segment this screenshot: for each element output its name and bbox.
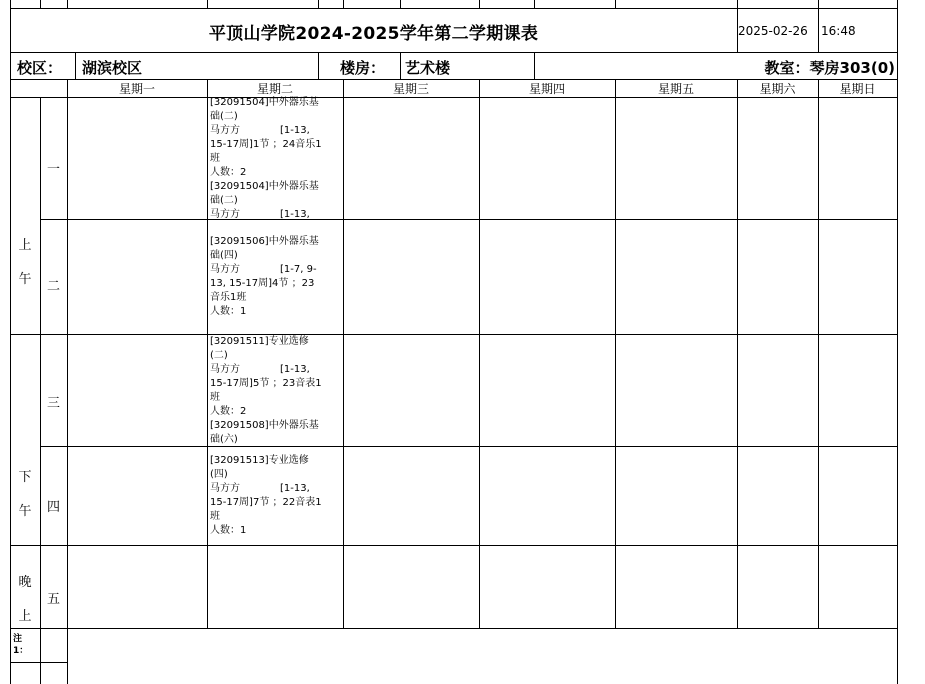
grid-line — [534, 52, 535, 79]
grid-line — [818, 8, 819, 52]
course-cell-slot2-tue: [32091506]中外器乐基 础(四) 马方方 [1-7, 9- 13, 15-17周]4节 ；23 音乐1班 人数：1 — [210, 236, 319, 317]
grid-line — [75, 52, 76, 79]
grid-line — [818, 79, 819, 628]
campus-value: 湖滨校区 — [82, 59, 143, 77]
course-cell-slot1-tue: [32091504]中外器乐基 础(二) 马方方 [1-13, 15-17周]1节 ；24音乐1 班 人数：2 [32091504]中外器乐基 础(二) 马方方 [1-13, — [210, 97, 322, 219]
grid-line — [207, 79, 208, 628]
grid-line — [400, 52, 401, 79]
grid-line — [40, 0, 41, 8]
grid-line — [479, 0, 480, 8]
afternoon-label-2: 午 — [18, 504, 32, 519]
grid-line — [318, 0, 319, 8]
day-header-mon: 星期一 — [118, 82, 155, 96]
classroom-value: 教室：琴房303(0) — [764, 59, 895, 77]
grid-line — [10, 52, 898, 53]
campus-label: 校区： — [17, 59, 63, 77]
grid-line — [10, 662, 67, 663]
grid-line — [615, 79, 616, 628]
day-header-sun: 星期日 — [839, 82, 876, 96]
morning-label-2: 午 — [18, 272, 32, 287]
grid-line — [40, 219, 898, 220]
grid-line — [343, 79, 344, 628]
day-header-sat: 星期六 — [759, 82, 796, 96]
slot-label-5: 五 — [46, 592, 60, 607]
grid-line — [67, 0, 68, 8]
slot-label-4: 四 — [46, 500, 60, 515]
building-value: 艺术楼 — [405, 59, 451, 77]
page-title: 平顶山学院2024-2025学年第二学期课表 — [208, 24, 539, 44]
evening-label-2: 上 — [18, 609, 32, 624]
grid-line — [737, 0, 738, 8]
grid-line — [10, 334, 898, 335]
grid-line — [318, 52, 319, 79]
grid-line — [67, 79, 68, 684]
day-header-wed: 星期三 — [392, 82, 429, 96]
building-label: 楼房： — [340, 59, 386, 77]
slot-label-1: 一 — [46, 162, 60, 177]
morning-label-1: 上 — [18, 238, 32, 253]
grid-line — [737, 79, 738, 628]
afternoon-label-1: 下 — [18, 470, 32, 485]
grid-line — [479, 79, 480, 628]
grid-line — [615, 0, 616, 8]
slot-label-3: 三 — [46, 396, 60, 411]
grid-line — [207, 0, 208, 8]
print-time: 16:48 — [821, 24, 856, 38]
day-header-tue: 星期二 — [256, 82, 293, 96]
course-cell-slot4-tue: [32091513]专业选修 (四) 马方方 [1-13, 15-17周]7节 ；22音表1 班 人数：1 — [210, 455, 322, 536]
grid-line — [818, 0, 819, 8]
grid-line — [897, 0, 898, 684]
grid-line — [534, 0, 535, 8]
course-cell-slot3-tue: [32091511]专业选修 (二) 马方方 [1-13, 15-17周]5节 ；23音表1 班 人数：2 [32091508]中外器乐基 础(六) — [210, 336, 322, 445]
slot-label-2: 二 — [46, 279, 60, 294]
print-date: 2025-02-26 — [738, 24, 808, 38]
grid-line — [400, 0, 401, 8]
grid-line — [10, 97, 898, 98]
day-header-fri: 星期五 — [657, 82, 694, 96]
grid-line — [10, 545, 898, 546]
day-header-thu: 星期四 — [528, 82, 565, 96]
note-label: 注 1： — [13, 634, 29, 656]
grid-line — [40, 446, 898, 447]
evening-label-1: 晚 — [18, 575, 32, 590]
grid-line — [343, 0, 344, 8]
grid-line — [10, 628, 898, 629]
grid-line — [10, 8, 898, 9]
